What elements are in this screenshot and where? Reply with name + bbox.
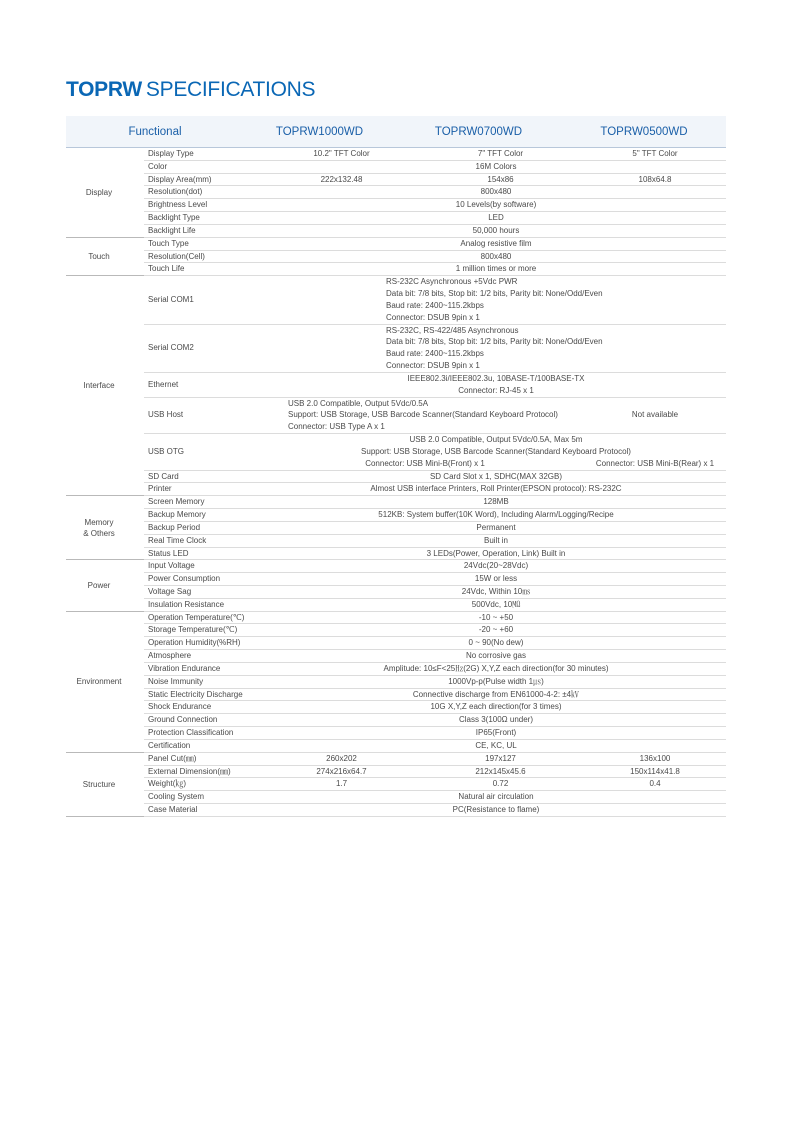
- cell-value: 260x202: [266, 752, 417, 765]
- table-row: [66, 160, 726, 173]
- table-row: [66, 650, 726, 663]
- table-row: [66, 324, 726, 372]
- row-label: Panel Cut(㎜): [144, 752, 256, 765]
- table-row: [66, 765, 726, 778]
- table-row: [66, 224, 726, 237]
- cell-value: Connector: USB Mini-B(Rear) x 1: [584, 458, 726, 470]
- row-label: Display Type: [144, 148, 256, 160]
- cell-value: 0.4: [584, 778, 726, 791]
- cell-value: 500Vdc, 10㏁: [266, 598, 726, 611]
- table-row: [66, 585, 726, 598]
- table-row: [66, 727, 726, 740]
- row-label: Voltage Sag: [144, 585, 256, 598]
- row-label: Cooling System: [144, 791, 256, 804]
- cell-value: Connector: USB Mini-B(Front) x 1: [266, 458, 584, 470]
- category-environment: Environment: [66, 611, 132, 752]
- row-label: Status LED: [144, 547, 256, 560]
- cell-value: 24Vdc(20~28Vdc): [266, 560, 726, 573]
- table-row: [66, 662, 726, 675]
- cell-value: 800x480: [266, 186, 726, 199]
- cell-value: Not available: [584, 397, 726, 433]
- table-row: [66, 276, 726, 324]
- category-touch: Touch: [66, 237, 132, 275]
- table-row: [66, 237, 726, 250]
- table-row: [66, 470, 726, 483]
- table-row: [66, 752, 726, 765]
- cell-value: Almost USB interface Printers, Roll Printer(EPSON protocol): RS-232C: [266, 483, 726, 496]
- cell-value: 24Vdc, Within 10㎳: [266, 585, 726, 598]
- category-interface: Interface: [66, 276, 132, 496]
- table-row: [66, 637, 726, 650]
- table-header: [66, 116, 726, 148]
- row-label: Power Consumption: [144, 573, 256, 586]
- cell-value: LED: [266, 212, 726, 225]
- row-label: Backlight Type: [144, 212, 256, 225]
- cell-value: -10 ~ +50: [266, 611, 726, 624]
- table-row: [66, 212, 726, 225]
- table-row: [66, 483, 726, 496]
- cell-value: 800x480: [266, 250, 726, 263]
- cell-value: 108x64.8: [584, 173, 726, 186]
- table-row: [66, 173, 726, 186]
- title-model: TOPRW: [66, 78, 142, 101]
- cell-value: 212x145x45.6: [417, 765, 584, 778]
- cell-value: IP65(Front): [266, 727, 726, 740]
- table-row: [66, 778, 726, 791]
- cell-value: IEEE802.3i/IEEE802.3u, 10BASE-T/100BASE-TX Connector: RJ-45 x 1: [266, 372, 726, 397]
- row-label: Serial COM1: [144, 276, 256, 324]
- row-label: Color: [144, 160, 256, 173]
- cell-value: 16M Colors: [266, 160, 726, 173]
- row-label: Printer: [144, 483, 256, 496]
- row-label: Case Material: [144, 804, 256, 817]
- cell-value: 3 LEDs(Power, Operation, Link) Built in: [266, 547, 726, 560]
- table-row: [66, 573, 726, 586]
- table-row: [66, 560, 726, 573]
- table-row: [66, 739, 726, 752]
- cell-value: Built in: [266, 534, 726, 547]
- table-row: [66, 397, 726, 433]
- row-label: Backup Memory: [144, 509, 256, 522]
- row-label: Input Voltage: [144, 560, 256, 573]
- cell-value: 1 million times or more: [266, 263, 726, 276]
- cell-value: 0.72: [417, 778, 584, 791]
- category-power: Power: [66, 560, 132, 611]
- table-row: [66, 791, 726, 804]
- cell-value: 1000Vp-p(Pulse width 1㎲): [266, 675, 726, 688]
- table-row: [66, 701, 726, 714]
- table-row: [66, 496, 726, 509]
- cell-value: 1.7: [266, 778, 417, 791]
- row-label: Weight(㎏): [144, 778, 256, 791]
- category-structure: Structure: [66, 752, 132, 816]
- cell-value: USB 2.0 Compatible, Output 5Vdc/0.5A, Max 5m Support: USB Storage, USB Barcode Scanner(Standard Keyboard Protocol): [361, 435, 631, 456]
- row-label: Screen Memory: [144, 496, 256, 509]
- cell-value: 10.2" TFT Color: [266, 148, 417, 160]
- row-label: Protection Classification: [144, 727, 256, 740]
- cell-value: Analog resistive film: [266, 237, 726, 250]
- cell-value: 7" TFT Color: [417, 148, 584, 160]
- row-label: Resolution(dot): [144, 186, 256, 199]
- cell-value: Natural air circulation: [266, 791, 726, 804]
- cell-value: 136x100: [584, 752, 726, 765]
- row-label: Brightness Level: [144, 199, 256, 212]
- row-label: USB Host: [144, 397, 256, 433]
- cell-value: 10G X,Y,Z each direction(for 3 times): [266, 701, 726, 714]
- cell-value: RS-232C, RS-422/485 Asynchronous Data bit: 7/8 bits, Stop bit: 1/2 bits, Parity bit: None/Odd/Even Baud rate: 2400~115.2kbps Connector: DSUB 9pin x 1: [266, 324, 726, 372]
- table-row: [66, 434, 726, 458]
- row-label: Vibration Endurance: [144, 662, 256, 675]
- row-label: Atmosphere: [144, 650, 256, 663]
- cell-value: 0 ~ 90(No dew): [266, 637, 726, 650]
- row-label: External Dimension(㎜): [144, 765, 256, 778]
- cell-value: 197x127: [417, 752, 584, 765]
- header-model-0700: TOPRW0700WD: [434, 125, 523, 138]
- header-functional: Functional: [128, 125, 182, 138]
- table-row: [66, 148, 726, 160]
- row-label: Ground Connection: [144, 714, 256, 727]
- page-title: [66, 78, 315, 102]
- row-label: Shock Endurance: [144, 701, 256, 714]
- row-label: Insulation Resistance: [144, 598, 256, 611]
- row-label: Operation Humidity(%RH): [144, 637, 256, 650]
- cell-value: 10 Levels(by software): [266, 199, 726, 212]
- row-label: Serial COM2: [144, 324, 256, 372]
- cell-value: 274x216x64.7: [266, 765, 417, 778]
- spec-rows: [66, 148, 726, 817]
- row-label: Noise Immunity: [144, 675, 256, 688]
- cell-value: 5" TFT Color: [584, 148, 726, 160]
- cell-value: 154x86: [417, 173, 584, 186]
- table-row: [66, 714, 726, 727]
- cell-value: Connective discharge from EN61000-4-2: ±4㎸: [266, 688, 726, 701]
- table-row: [66, 263, 726, 276]
- row-label: Certification: [144, 739, 256, 752]
- row-label: Display Area(mm): [144, 173, 256, 186]
- table-row: [66, 509, 726, 522]
- cell-value: 15W or less: [266, 573, 726, 586]
- table-row: [66, 534, 726, 547]
- cell-value: 150x114x41.8: [584, 765, 726, 778]
- cell-value: USB 2.0 Compatible, Output 5Vdc/0.5A Support: USB Storage, USB Barcode Scanner(Standard Keyboard Protocol) Connector: USB Type A x 1: [266, 397, 584, 433]
- table-row: [66, 611, 726, 624]
- row-label: USB OTG: [144, 434, 256, 470]
- cell-value: Amplitude: 10≤F<25㎐(2G) X,Y,Z each direction(for 30 minutes): [266, 662, 726, 675]
- table-row: [66, 688, 726, 701]
- table-row: [66, 804, 726, 817]
- cell-value: 222x132.48: [266, 173, 417, 186]
- row-label: Ethernet: [144, 372, 256, 397]
- cell-value: -20 ~ +60: [266, 624, 726, 637]
- row-label: Resolution(Cell): [144, 250, 256, 263]
- table-row: [66, 186, 726, 199]
- cell-value: PC(Resistance to flame): [266, 804, 726, 817]
- header-model-1000: TOPRW1000WD: [275, 125, 364, 138]
- table-row: [66, 521, 726, 534]
- table-row: [66, 624, 726, 637]
- row-label: Backlight Life: [144, 224, 256, 237]
- table-row: [66, 675, 726, 688]
- table-row: [66, 598, 726, 611]
- category-memory: Memory & Others: [66, 496, 132, 560]
- row-label: Backup Period: [144, 521, 256, 534]
- row-label: Touch Life: [144, 263, 256, 276]
- cell-value: Class 3(100Ω under): [266, 714, 726, 727]
- header-model-0500: TOPRW0500WD: [600, 125, 688, 138]
- table-row: [66, 199, 726, 212]
- row-label: Storage Temperature(℃): [144, 624, 256, 637]
- specifications-table: [66, 116, 726, 817]
- title-text: SPECIFICATIONS: [145, 78, 316, 101]
- category-display: Display: [66, 148, 132, 237]
- table-row: [66, 250, 726, 263]
- row-label: Operation Temperature(℃): [144, 611, 256, 624]
- table-row: [66, 372, 726, 397]
- table-row: [66, 547, 726, 560]
- cell-value: No corrosive gas: [266, 650, 726, 663]
- cell-value: RS-232C Asynchronous +5Vdc PWR Data bit: 7/8 bits, Stop bit: 1/2 bits, Parity bit: None/Odd/Even Baud rate: 2400~115.2kbps Connector: DSUB 9pin x 1: [266, 276, 726, 324]
- cell-value: Permanent: [266, 521, 726, 534]
- row-label: Static Electricity Discharge: [144, 688, 256, 701]
- row-label: Real Time Clock: [144, 534, 256, 547]
- row-label: SD Card: [144, 470, 256, 483]
- cell-value: SD Card Slot x 1, SDHC(MAX 32GB): [266, 470, 726, 483]
- cell-value: 50,000 hours: [266, 224, 726, 237]
- cell-value: 128MB: [266, 496, 726, 509]
- row-label: Touch Type: [144, 237, 256, 250]
- cell-value: CE, KC, UL: [266, 739, 726, 752]
- cell-value: 512KB: System buffer(10K Word), Including Alarm/Logging/Recipe: [266, 509, 726, 522]
